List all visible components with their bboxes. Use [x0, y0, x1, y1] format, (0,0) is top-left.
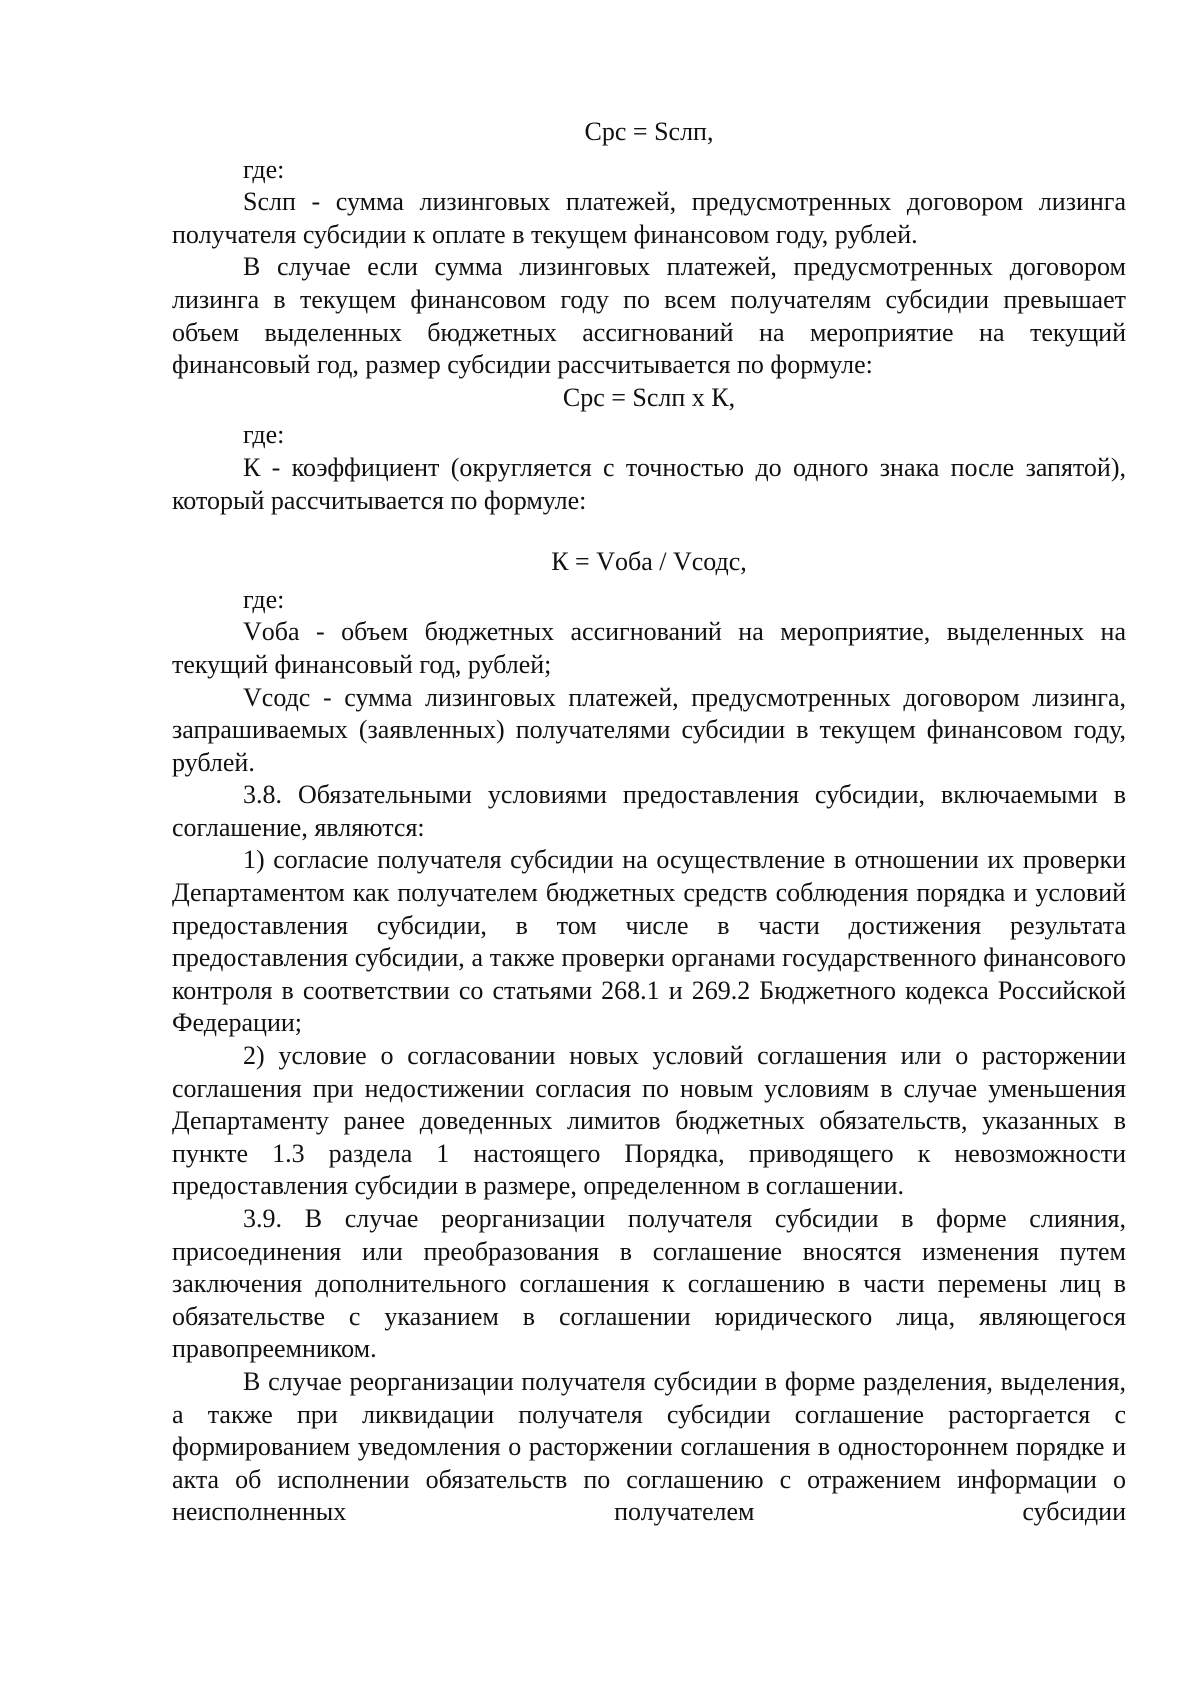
- definition-sslp: Sслп - сумма лизинговых платежей, предусмотренных договором лизинга получателя субсидии к оплате в текущем финансовом году, рублей.: [172, 187, 1126, 249]
- definition-voba: Vоба - объем бюджетных ассигнований на мероприятие, выделенных на текущий финансовый год, рублей;: [172, 617, 1126, 679]
- definition-k: К - коэффициент (округляется с точностью до одного знака после запятой), который рассчитывается по формуле:: [172, 452, 1126, 515]
- paragraph-case-exceeds: В случае если сумма лизинговых платежей, предусмотренных договором лизинга в текущем финансовом году по всем получателям субсидии превышает объем выделенных бюджетных ассигнований на мероприятие на текущий финансовый год, размер субсидии рассчитывается по формуле:: [172, 252, 1126, 380]
- paragraph-condition-2: 2) условие о согласовании новых условий соглашения или о расторжении соглашения при недостижении согласия по новым условиям в случае уменьшения Департаменту ранее доведенных лимитов бюджетных обязательств, указанных в пункте 1.3 раздела 1 настоящего Порядка, приводящего к невозможности предоставления субсидии в размере, определенном в соглашении.: [172, 1041, 1126, 1201]
- where-label: где:: [243, 154, 285, 184]
- document-page: [172, 116, 1126, 1529]
- paragraph-reorganization: В случае реорганизации получателя субсидии в форме разделения, выделения, а также при ликвидации получателя субсидии соглашение расторгается с формированием уведомления о расторжении соглашения в одностороннем порядке и акта об исполнении обязательств по соглашению с отражением информации о неисполненных получателем субсидии: [172, 1366, 1126, 1527]
- paragraph-3-8: 3.8. Обязательными условиями предоставления субсидии, включаемыми в соглашение, являются:: [172, 780, 1126, 842]
- formula-crs-sslp: Срс = Sслп,: [584, 117, 714, 146]
- formula-crs-sslp-k: Срс = Sслп х К,: [562, 382, 736, 412]
- formula-k: К = Vоба / Vсодс,: [551, 547, 747, 577]
- where-label: где:: [243, 420, 285, 450]
- paragraph-condition-1: 1) согласие получателя субсидии на осуществление в отношении их проверки Департаментом как получателем бюджетных средств соблюдения порядка и условий предоставления субсидии, в том числе в части достижения результата предоставления субсидии, а также проверки органами государственного финансового контроля в соответствии со статьями 268.1 и 269.2 Бюджетного кодекса Российской Федерации;: [172, 845, 1126, 1038]
- where-label: где:: [243, 584, 285, 614]
- definition-vsods: Vсодс - сумма лизинговых платежей, предусмотренных договором лизинга, запрашиваемых (заявленных) получателями субсидии в текущем финансовом году, рублей.: [172, 682, 1126, 777]
- paragraph-3-9: 3.9. В случае реорганизации получателя субсидии в форме слияния, присоединения или преобразования в соглашение вносятся изменения путем заключения дополнительного соглашения к соглашению в части перемены лиц в обязательстве с указанием в соглашении юридического лица, являющегося правопреемником.: [172, 1204, 1126, 1364]
